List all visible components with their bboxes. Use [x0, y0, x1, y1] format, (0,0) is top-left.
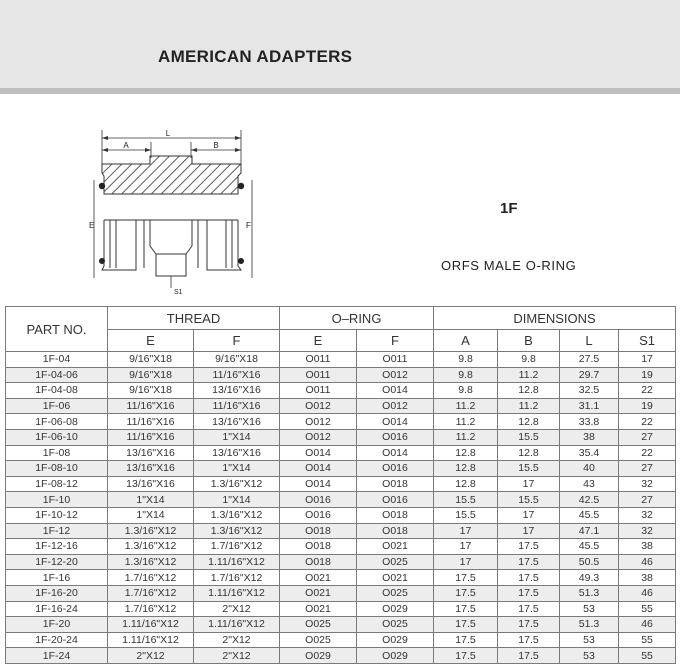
table-row [6, 352, 676, 368]
cell-thread-e: 13/16"X16 [108, 476, 194, 492]
spec-table [5, 306, 676, 664]
cell-dim-l: 49.3 [560, 570, 619, 586]
cell-oring-e: O016 [280, 507, 357, 523]
cell-dim-s1: 32 [619, 476, 676, 492]
cell-part-no: 1F-04 [6, 352, 108, 368]
cell-dim-b: 17.5 [498, 554, 560, 570]
cell-dim-a: 12.8 [434, 476, 498, 492]
cell-dim-l: 45.5 [560, 507, 619, 523]
cell-dim-s1: 55 [619, 648, 676, 664]
part-description: ORFS MALE O-RING [441, 258, 577, 273]
cell-dim-l: 53 [560, 601, 619, 617]
header-dim-s1: S1 [619, 330, 676, 352]
cell-oring-f: O014 [357, 445, 434, 461]
cell-part-no: 1F-16 [6, 570, 108, 586]
cell-thread-f: 1.11/16"X12 [194, 617, 280, 633]
cell-oring-e: O011 [280, 352, 357, 368]
cell-dim-s1: 38 [619, 570, 676, 586]
table-row [6, 414, 676, 430]
cell-dim-l: 38 [560, 429, 619, 445]
label-a: A [123, 141, 129, 150]
cell-thread-f: 13/16"X16 [194, 414, 280, 430]
table-row [6, 383, 676, 399]
cell-thread-e: 1.11/16"X12 [108, 617, 194, 633]
cell-thread-e: 9/16"X18 [108, 352, 194, 368]
cell-oring-f: O018 [357, 523, 434, 539]
cell-oring-f: O012 [357, 367, 434, 383]
cell-dim-b: 17.5 [498, 632, 560, 648]
cell-oring-f: O014 [357, 414, 434, 430]
cell-dim-b: 17.5 [498, 601, 560, 617]
table-row [6, 476, 676, 492]
cell-dim-b: 9.8 [498, 352, 560, 368]
cell-dim-s1: 27 [619, 429, 676, 445]
page-title: AMERICAN ADAPTERS [158, 47, 353, 66]
cell-part-no: 1F-06-08 [6, 414, 108, 430]
cell-dim-l: 29.7 [560, 367, 619, 383]
cell-oring-e: O014 [280, 445, 357, 461]
bore-lines [104, 194, 238, 220]
cell-dim-b: 17.5 [498, 585, 560, 601]
cell-thread-e: 11/16"X16 [108, 398, 194, 414]
cell-part-no: 1F-20 [6, 617, 108, 633]
cell-dim-b: 15.5 [498, 429, 560, 445]
cell-thread-f: 1.3/16"X12 [194, 507, 280, 523]
label-s1: S1 [174, 289, 183, 296]
cell-dim-b: 17 [498, 523, 560, 539]
cell-dim-l: 27.5 [560, 352, 619, 368]
cell-dim-a: 17 [434, 554, 498, 570]
adapter-drawing [88, 128, 268, 298]
cell-thread-f: 11/16"X16 [194, 398, 280, 414]
hatched-section [102, 156, 241, 194]
cell-oring-e: O029 [280, 648, 357, 664]
cell-oring-f: O012 [357, 398, 434, 414]
cell-thread-f: 1.3/16"X12 [194, 523, 280, 539]
cell-dim-l: 33.8 [560, 414, 619, 430]
cell-oring-e: O021 [280, 570, 357, 586]
cell-oring-e: O014 [280, 461, 357, 477]
cell-dim-b: 11.2 [498, 367, 560, 383]
cell-oring-f: O025 [357, 554, 434, 570]
table-row [6, 632, 676, 648]
cell-dim-l: 53 [560, 632, 619, 648]
cell-oring-e: O021 [280, 585, 357, 601]
cell-dim-a: 9.8 [434, 367, 498, 383]
cell-dim-s1: 19 [619, 367, 676, 383]
cell-thread-e: 1.7/16"X12 [108, 570, 194, 586]
cell-part-no: 1F-10-12 [6, 507, 108, 523]
cell-dim-a: 17.5 [434, 601, 498, 617]
cell-dim-s1: 46 [619, 585, 676, 601]
cell-part-no: 1F-16-20 [6, 585, 108, 601]
cell-thread-f: 1.7/16"X12 [194, 539, 280, 555]
cell-dim-a: 9.8 [434, 383, 498, 399]
header-thread-e: E [108, 330, 194, 352]
cell-dim-a: 17.5 [434, 570, 498, 586]
cell-oring-e: O011 [280, 367, 357, 383]
cell-dim-a: 17 [434, 523, 498, 539]
header-dim-b: B [498, 330, 560, 352]
cell-dim-b: 11.2 [498, 398, 560, 414]
table-row [6, 367, 676, 383]
cell-oring-f: O021 [357, 570, 434, 586]
cell-thread-e: 11/16"X16 [108, 414, 194, 430]
cell-dim-b: 17 [498, 507, 560, 523]
cell-thread-e: 1.3/16"X12 [108, 523, 194, 539]
cell-dim-a: 17 [434, 539, 498, 555]
cell-thread-f: 1.7/16"X12 [194, 570, 280, 586]
cell-oring-f: O014 [357, 383, 434, 399]
cell-oring-f: O021 [357, 539, 434, 555]
label-e: E [89, 221, 95, 230]
cell-dim-a: 9.8 [434, 352, 498, 368]
cell-dim-s1: 55 [619, 601, 676, 617]
table-row [6, 554, 676, 570]
cell-part-no: 1F-16-24 [6, 601, 108, 617]
cell-dim-s1: 32 [619, 507, 676, 523]
cell-part-no: 1F-24 [6, 648, 108, 664]
cell-thread-f: 2"X12 [194, 601, 280, 617]
cell-dim-a: 15.5 [434, 507, 498, 523]
cell-dim-s1: 27 [619, 461, 676, 477]
header-thread: THREAD [108, 307, 280, 330]
cell-thread-e: 13/16"X16 [108, 461, 194, 477]
cell-dim-a: 11.2 [434, 429, 498, 445]
table-row [6, 492, 676, 508]
cell-part-no: 1F-04-06 [6, 367, 108, 383]
cell-dim-b: 17.5 [498, 617, 560, 633]
header-dimensions: DIMENSIONS [434, 307, 676, 330]
cell-dim-s1: 22 [619, 445, 676, 461]
cell-part-no: 1F-08-10 [6, 461, 108, 477]
table-row [6, 398, 676, 414]
cell-oring-f: O016 [357, 492, 434, 508]
dimension-lines [94, 130, 252, 278]
cell-dim-s1: 38 [619, 539, 676, 555]
header-band [0, 0, 680, 88]
cell-oring-f: O029 [357, 601, 434, 617]
cell-dim-a: 12.8 [434, 461, 498, 477]
cell-dim-b: 12.8 [498, 445, 560, 461]
cell-oring-f: O011 [357, 352, 434, 368]
header-oring: O–RING [280, 307, 434, 330]
cell-dim-b: 12.8 [498, 414, 560, 430]
cell-dim-b: 15.5 [498, 492, 560, 508]
cell-thread-f: 2"X12 [194, 648, 280, 664]
cell-dim-s1: 46 [619, 554, 676, 570]
cell-thread-f: 1"X14 [194, 492, 280, 508]
cell-thread-e: 1.7/16"X12 [108, 601, 194, 617]
cell-thread-f: 1"X14 [194, 429, 280, 445]
cell-part-no: 1F-10 [6, 492, 108, 508]
cell-part-no: 1F-06-10 [6, 429, 108, 445]
cell-oring-e: O011 [280, 383, 357, 399]
cell-oring-f: O018 [357, 476, 434, 492]
cell-dim-s1: 22 [619, 414, 676, 430]
cell-thread-f: 9/16"X18 [194, 352, 280, 368]
header-part-no: PART NO. [6, 307, 108, 352]
cell-thread-e: 1"X14 [108, 492, 194, 508]
cell-thread-e: 1.11/16"X12 [108, 632, 194, 648]
cell-dim-a: 12.8 [434, 445, 498, 461]
cell-dim-a: 11.2 [434, 398, 498, 414]
cell-dim-a: 17.5 [434, 585, 498, 601]
table-row [6, 648, 676, 664]
cell-dim-a: 17.5 [434, 648, 498, 664]
cell-dim-s1: 22 [619, 383, 676, 399]
cell-dim-s1: 55 [619, 632, 676, 648]
cell-oring-f: O018 [357, 507, 434, 523]
cell-dim-s1: 17 [619, 352, 676, 368]
cell-dim-l: 32.5 [560, 383, 619, 399]
cell-thread-e: 11/16"X16 [108, 429, 194, 445]
table-row [6, 507, 676, 523]
cell-thread-f: 1.3/16"X12 [194, 476, 280, 492]
cell-oring-e: O021 [280, 601, 357, 617]
cell-thread-e: 1.3/16"X12 [108, 539, 194, 555]
lower-body [102, 220, 241, 276]
cell-dim-s1: 46 [619, 617, 676, 633]
cell-dim-b: 12.8 [498, 383, 560, 399]
cell-dim-l: 53 [560, 648, 619, 664]
cell-thread-f: 1.11/16"X12 [194, 554, 280, 570]
cell-thread-f: 13/16"X16 [194, 383, 280, 399]
cell-dim-a: 17.5 [434, 617, 498, 633]
cell-thread-f: 13/16"X16 [194, 445, 280, 461]
cell-thread-f: 1"X14 [194, 461, 280, 477]
table-row [6, 539, 676, 555]
cell-thread-e: 13/16"X16 [108, 445, 194, 461]
header-oring-f: F [357, 330, 434, 352]
cell-dim-l: 51.3 [560, 585, 619, 601]
label-b: B [213, 141, 219, 150]
table-row [6, 523, 676, 539]
cell-oring-f: O025 [357, 585, 434, 601]
table-row [6, 570, 676, 586]
table-row [6, 617, 676, 633]
table-row [6, 461, 676, 477]
o-rings [99, 183, 244, 264]
cell-part-no: 1F-12-20 [6, 554, 108, 570]
cell-dim-b: 17.5 [498, 570, 560, 586]
cell-oring-f: O016 [357, 429, 434, 445]
cell-thread-e: 1.7/16"X12 [108, 585, 194, 601]
header-dim-l: L [560, 330, 619, 352]
cell-oring-e: O012 [280, 398, 357, 414]
cell-dim-l: 45.5 [560, 539, 619, 555]
table-row [6, 445, 676, 461]
cell-part-no: 1F-06 [6, 398, 108, 414]
cell-part-no: 1F-12 [6, 523, 108, 539]
cell-oring-e: O012 [280, 429, 357, 445]
header-dim-a: A [434, 330, 498, 352]
cell-dim-l: 50.5 [560, 554, 619, 570]
cell-thread-f: 1.11/16"X12 [194, 585, 280, 601]
cell-dim-l: 40 [560, 461, 619, 477]
cell-dim-l: 31.1 [560, 398, 619, 414]
cell-oring-e: O014 [280, 476, 357, 492]
cell-oring-f: O025 [357, 617, 434, 633]
cell-oring-e: O025 [280, 617, 357, 633]
cell-dim-b: 17 [498, 476, 560, 492]
cell-oring-e: O018 [280, 554, 357, 570]
cell-oring-f: O029 [357, 648, 434, 664]
header-oring-e: E [280, 330, 357, 352]
cell-dim-s1: 32 [619, 523, 676, 539]
cell-thread-e: 1"X14 [108, 507, 194, 523]
cell-dim-a: 17.5 [434, 632, 498, 648]
cell-dim-l: 42.5 [560, 492, 619, 508]
cell-part-no: 1F-08-12 [6, 476, 108, 492]
spec-table-body [6, 352, 676, 664]
cell-oring-f: O029 [357, 632, 434, 648]
table-row [6, 601, 676, 617]
cell-dim-a: 11.2 [434, 414, 498, 430]
cell-oring-e: O025 [280, 632, 357, 648]
table-row [6, 585, 676, 601]
cell-thread-e: 9/16"X18 [108, 383, 194, 399]
cell-dim-s1: 19 [619, 398, 676, 414]
cell-part-no: 1F-12-16 [6, 539, 108, 555]
part-code: 1F [500, 200, 518, 217]
cell-dim-b: 15.5 [498, 461, 560, 477]
cell-part-no: 1F-20-24 [6, 632, 108, 648]
cell-oring-e: O018 [280, 523, 357, 539]
cell-oring-f: O016 [357, 461, 434, 477]
header-thread-f: F [194, 330, 280, 352]
cell-oring-e: O018 [280, 539, 357, 555]
cell-dim-s1: 27 [619, 492, 676, 508]
cell-thread-e: 1.3/16"X12 [108, 554, 194, 570]
cell-dim-l: 35.4 [560, 445, 619, 461]
cell-thread-f: 2"X12 [194, 632, 280, 648]
cell-oring-e: O012 [280, 414, 357, 430]
cell-dim-a: 15.5 [434, 492, 498, 508]
cell-dim-b: 17.5 [498, 648, 560, 664]
cell-dim-l: 43 [560, 476, 619, 492]
cell-dim-l: 47.1 [560, 523, 619, 539]
cell-thread-f: 11/16"X16 [194, 367, 280, 383]
cell-part-no: 1F-04-08 [6, 383, 108, 399]
table-row [6, 429, 676, 445]
cell-dim-b: 17.5 [498, 539, 560, 555]
label-f: F [246, 221, 251, 230]
header-rule [0, 88, 680, 94]
cell-oring-e: O016 [280, 492, 357, 508]
cell-dim-l: 51.3 [560, 617, 619, 633]
label-length: L [165, 129, 171, 138]
cell-thread-e: 2"X12 [108, 648, 194, 664]
cell-part-no: 1F-08 [6, 445, 108, 461]
cell-thread-e: 9/16"X18 [108, 367, 194, 383]
